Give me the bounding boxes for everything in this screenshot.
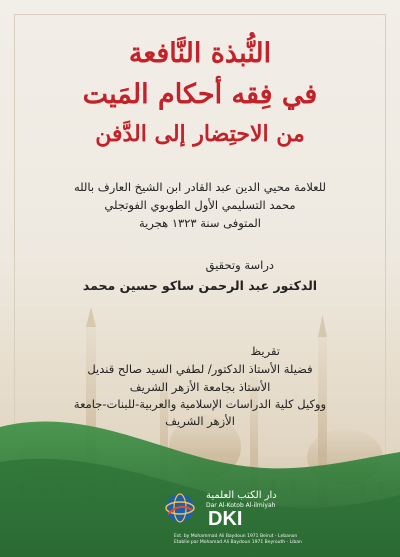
book-title-line-1: النُّبذة النَّافعة	[128, 38, 272, 69]
publisher-latin-name: Dar Al-Kotob Al-ilmiyah	[206, 502, 276, 509]
author-line-1: للعلامة محيي الدين عبد القادر ابن الشيخ العارف بالله	[73, 180, 327, 194]
author-line-2: محمد التسليمي الأول الطوبوي الفوتجلي	[104, 198, 296, 212]
author-line-3: المتوفى سنة ١٣٢٣ هجرية	[138, 216, 261, 230]
study-label: دراسة وتحقيق	[205, 258, 274, 272]
publisher-est-line-2: Etablie par Mohamad Ali Baydoun 1971 Beyrouth - Liban	[174, 540, 302, 545]
foreword-line-3: ووكيل كلية الدراسات الإسلامية والعربية-للبنات-جامعة	[73, 397, 327, 411]
book-title-line-3: من الاحتِضار إلى الدَّفن	[95, 121, 305, 147]
publisher-logo	[150, 488, 310, 548]
foreword-line-2: الأستاذ بجامعة الأزهر الشريف	[129, 380, 271, 394]
globe-icon	[164, 492, 196, 524]
book-title-line-2: في فِقه أحكام المَيت	[82, 79, 318, 110]
publisher-est-line-1: Est. by Mohammad Ali Baydoun 1971 Beirut - Lebanon	[174, 534, 298, 539]
foreword-line-4: الأزهر الشريف	[165, 414, 235, 428]
publisher-arabic-name: دار الكتب العلمية	[206, 490, 277, 501]
publisher-abbr: DKI	[208, 508, 243, 530]
foreword-line-1: فضيلة الأستاذ الدكتور/ لطفي السيد صالح قنديل	[87, 362, 313, 376]
editor-name: الدكتور عبد الرحمن ساكو حسين محمد	[82, 278, 318, 293]
foreword-label: تقريظ	[250, 344, 280, 358]
